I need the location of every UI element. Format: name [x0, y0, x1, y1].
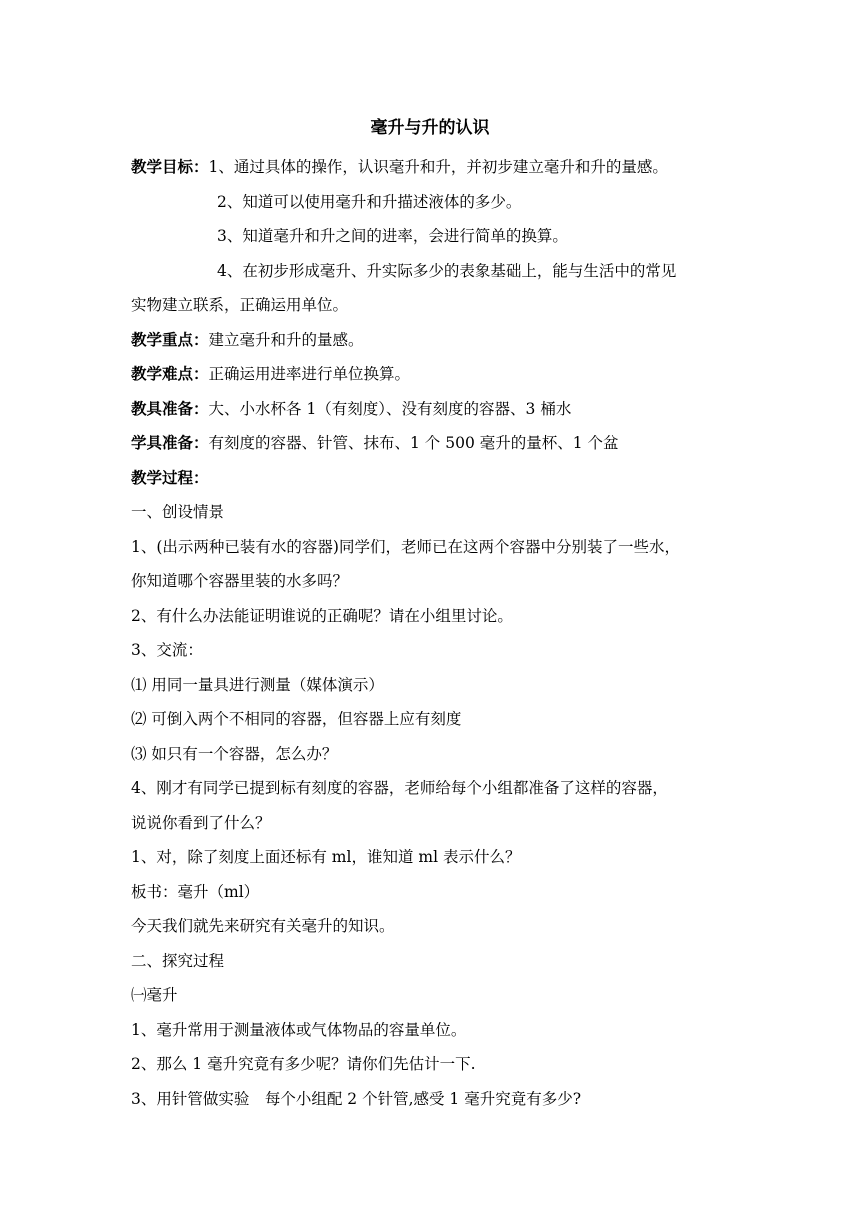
goal-line-1 [131, 150, 743, 185]
process-line: 一、创设情景 [131, 503, 225, 521]
difficulty-line [131, 357, 743, 392]
process-line: ⑶ 如只有一个容器，怎么办？ [131, 744, 338, 763]
process-line: 2、有什么办法能证明谁说的正确呢？请在小组里讨论。 [131, 606, 513, 625]
difficulty-text: 正确运用进率进行单位换算。 [208, 365, 411, 383]
process-line: 1、毫升常用于测量液体或气体物品的容量单位。 [131, 1020, 467, 1039]
student-tools-text: 有刻度的容器、针管、抹布、1 个 500 毫升的量杯、1 个盆 [208, 434, 619, 452]
student-tools-label: 学具准备： [131, 434, 209, 452]
teacher-tools-text: 大、小水杯各 1（有刻度）、没有刻度的容器、3 桶水 [208, 399, 572, 418]
process-line: 2、那么 1 毫升究竟有多少呢？请你们先估计一下. [131, 1055, 476, 1073]
teacher-tools-line [131, 392, 743, 427]
goal-item-4-line-2: 实物建立联系，正确运用单位。 [131, 296, 349, 314]
process-line: 说说你看到了什么？ [131, 813, 271, 832]
process-line: 1、对，除了刻度上面还标有 ml，谁知道 ml 表示什么？ [131, 848, 521, 866]
process-line: 今天我们就先来研究有关毫升的知识。 [131, 917, 395, 935]
process-line: 3、交流： [131, 641, 203, 659]
process-line: ㈠毫升 [131, 986, 178, 1004]
process-line: 4、刚才有同学已提到标有刻度的容器，老师给每个小组都准备了这样的容器， [131, 779, 668, 797]
process-line: 1、(出示两种已装有水的容器)同学们，老师已在这两个容器中分别装了一些水， [131, 537, 680, 556]
process-line: ⑵ 可倒入两个不相同的容器，但容器上应有刻度 [131, 710, 462, 728]
goals-label: 教学目标： [131, 158, 209, 176]
teacher-tools-label: 教具准备： [131, 399, 209, 418]
student-tools-line [131, 426, 743, 461]
key-point-line [131, 323, 743, 358]
process-line: 二、探究过程 [131, 951, 225, 970]
process-line: ⑴ 用同一量具进行测量（媒体演示） [131, 675, 384, 694]
goal-item-4-line-1: 4、在初步形成毫升、升实际多少的表象基础上，能与生活中的常见 [217, 261, 677, 280]
process-label: 教学过程： [131, 468, 209, 487]
process-line: 3、用针管做实验 每个小组配 2 个针管,感受 1 毫升究竟有多少? [131, 1089, 582, 1108]
goal-item-2: 2、知道可以使用毫升和升描述液体的多少。 [217, 192, 522, 211]
goal-item-1: 1、通过具体的操作，认识毫升和升，并初步建立毫升和升的量感。 [208, 158, 668, 176]
difficulty-label: 教学难点： [131, 365, 209, 383]
goal-item-3: 3、知道毫升和升之间的进率，会进行简单的换算。 [217, 227, 568, 245]
process-line: 板书：毫升（ml） [131, 882, 260, 901]
lesson-content [131, 150, 743, 1116]
key-point-label: 教学重点： [131, 330, 209, 349]
page-title: 毫升与升的认识 [370, 118, 490, 138]
key-point-text: 建立毫升和升的量感。 [208, 330, 364, 349]
process-line: 你知道哪个容器里装的水多吗？ [131, 572, 349, 590]
process-heading-line [131, 461, 743, 496]
